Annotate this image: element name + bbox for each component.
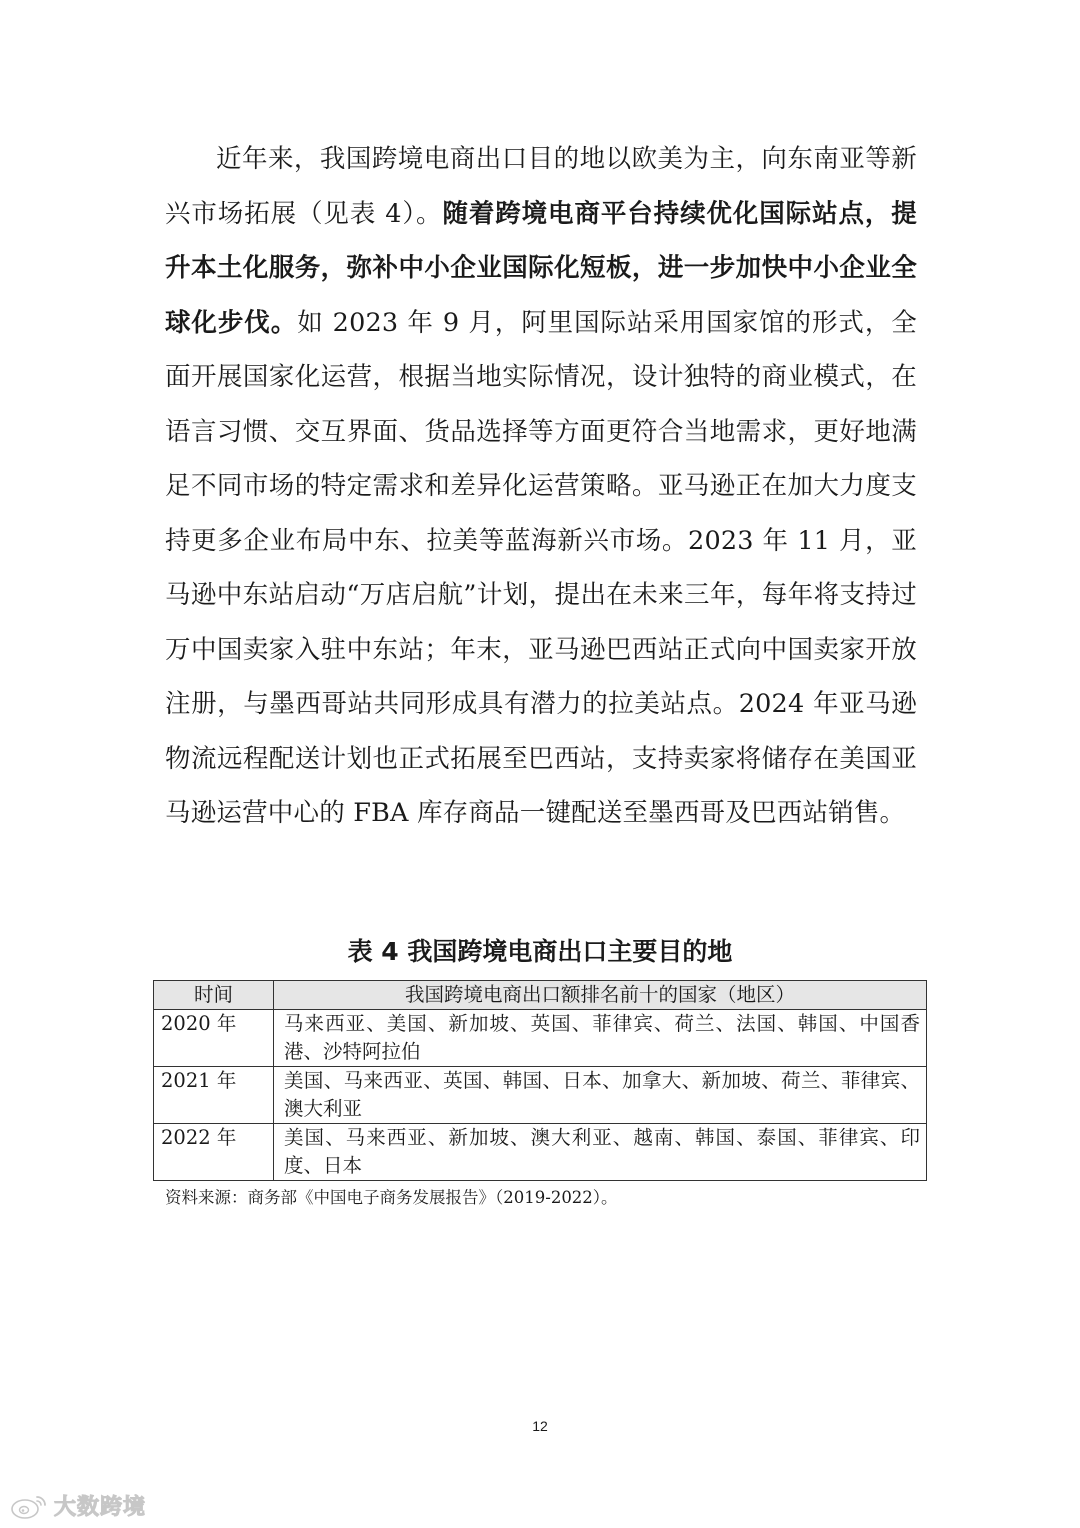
table-row [154, 1010, 927, 1067]
header-countries: 我国跨境电商出口额排名前十的国家（地区） [274, 981, 927, 1010]
weibo-logo-icon [10, 1491, 50, 1521]
row-year: 2021 年 [154, 1067, 274, 1124]
table-row [154, 1124, 927, 1181]
row-year: 2022 年 [154, 1124, 274, 1181]
table-title: 表 4 我国跨境电商出口主要目的地 [347, 937, 733, 966]
export-destination-table [153, 980, 927, 1181]
row-countries: 美国、马来西亚、英国、韩国、日本、加拿大、新加坡、荷兰、菲律宾、澳大利亚 [274, 1067, 927, 1124]
row-year: 2020 年 [154, 1010, 274, 1067]
table-row [154, 1067, 927, 1124]
row-countries: 马来西亚、美国、新加坡、英国、菲律宾、荷兰、法国、韩国、中国香港、沙特阿拉伯 [274, 1010, 927, 1067]
paragraph-detail: 如 2023 年 9 月，阿里国际站采用国家馆的形式，全面开展国家化运营，根据当地实际情况，设计独特的商业模式，在语言习惯、交互界面、货品选择等方面更符合当地需求，更好地满足不同市场的特定需求和差异化运营策略。亚马逊正在加大力度支持更多企业布局中东、拉美等蓝海新兴市场。2023 年 11 月，亚马逊中东站启动“万店启航”计划，提出在未来三年，每年将支持过万中国卖家入驻中东站；年末，亚马逊巴西站正式向中国卖家开放注册，与墨西哥站共同形成具有潜力的拉美站点。2024 年亚马逊物流远程配送计划也正式拓展至巴西站，支持卖家将储存在美国亚马逊运营中心的 FBA 库存商品一键配送至墨西哥及巴西站销售。 [165, 307, 917, 828]
row-countries: 美国、马来西亚、新加坡、澳大利亚、越南、韩国、泰国、菲律宾、印度、日本 [274, 1124, 927, 1181]
page-number: 12 [532, 1418, 548, 1434]
paragraph-intro: 近年来，我国跨境电商出口目的地以欧美为主，向东南亚等新兴市场拓展（见表 4）。 [165, 144, 917, 229]
paragraph-emphasis: 随着跨境电商平台持续优化国际站点，提升本土化服务，弥补中小企业国际化短板，进一步加快中小企业全球化步伐。 [165, 198, 918, 338]
body-paragraph [165, 132, 917, 841]
watermark [10, 1490, 146, 1521]
watermark-text: 大数跨境 [54, 1495, 147, 1520]
source-note: 资料来源：商务部《中国电子商务发展报告》（2019-2022）。 [165, 1188, 618, 1207]
header-time: 时间 [154, 981, 274, 1010]
table-header-row [154, 981, 927, 1010]
